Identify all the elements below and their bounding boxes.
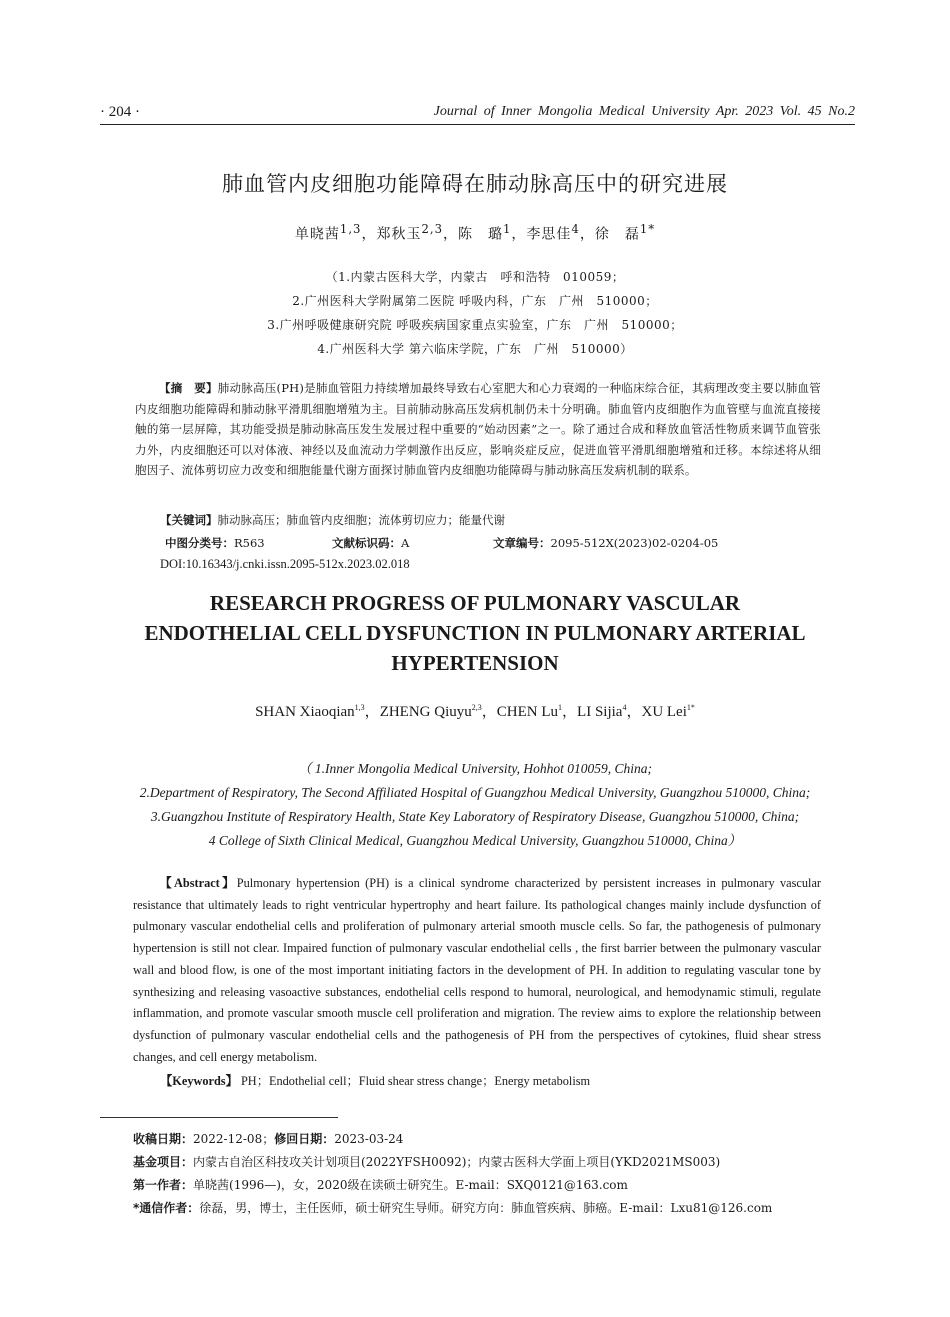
article-no-label: 文章编号： — [493, 536, 551, 550]
article-no-value: 2095-512X(2023)02-0204-05 — [550, 536, 719, 550]
chinese-affiliation-line: （1.内蒙古医科大学，内蒙古 呼和浩特 010059； — [325, 270, 625, 284]
journal-citation: Journal of Inner Mongolia Medical University Apr. 2023 Vol. 45 No.2 — [433, 104, 855, 119]
english-affiliations — [0, 757, 950, 853]
author-name: XU Lei — [641, 704, 687, 720]
note-label: *通信作者： — [133, 1201, 200, 1215]
note-text: 单晓茜(1996—)，女，2020级在读硕士研究生。E-mail：SXQ0121@163.com — [193, 1178, 628, 1192]
english-keywords — [160, 1071, 590, 1089]
corresponding-author-note — [133, 1197, 772, 1220]
english-author-list: SHAN Xiaoqian$^{1,3}$，ZHENG Qiuyu$^{2,3}$，CHEN Lu$^1$，LI Sijia$^4$，XU Lei$^{1*}$ — [255, 703, 695, 720]
author-affil-mark: 1 — [558, 703, 563, 712]
chinese-title: 肺血管内皮细胞功能障碍在肺动脉高压中的研究进展 — [222, 172, 728, 196]
document-code — [332, 535, 409, 551]
note-label: 修回日期： — [274, 1132, 335, 1146]
english-affiliation-line: 3.Guangzhou Institute of Respiratory Health, State Key Laboratory of Respiratory Disease, Guangzhou 510000, China; — [150, 809, 800, 824]
author-name: 单晓茜 — [294, 226, 340, 243]
english-title-line: ENDOTHELIAL CELL DYSFUNCTION IN PULMONARY ARTERIAL — [144, 621, 806, 645]
note-text: 徐磊，男，博士，主任医师，硕士研究生导师。研究方向：肺血管疾病、肺癌。E-mail：Lxu81@126.com — [199, 1201, 773, 1215]
doc-code-label: 文献标识码： — [332, 536, 401, 550]
chinese-affiliation-line: 2.广州医科大学附属第二医院 呼吸内科，广东 广州 510000； — [292, 294, 658, 308]
author-name: ZHENG Qiuyu — [379, 704, 472, 720]
footnotes — [133, 1128, 772, 1220]
author-affil-mark: 1,3 — [354, 703, 365, 712]
doc-code-value: A — [401, 536, 410, 550]
keywords-label: 【关键词】 — [160, 513, 218, 527]
page-number: · 204 · — [100, 104, 140, 120]
note-text: 2023-03-24 — [334, 1132, 404, 1146]
note-label: 第一作者： — [133, 1178, 194, 1192]
funding-note — [133, 1151, 772, 1174]
abstract-text: Pulmonary hypertension (PH) is a clinical syndrome characterized by persistent increases in pulmonary vascular resistance that ultimately leads to right ventricular hypertrophy and heart failure. Its pathological changes mainly include dysfunction of pulmonary vascular endothelial cells and proliferation of pulmonary arterial smooth muscle cells. So far, the pathogenesis of pulmonary hypertension is still not clear. Impaired function of pulmonary vascular endothelial cells , the first barrier between the pulmonary vascular wall and blood flow, is one of the most important initiating factors in the development of PH. In addition to regulating vascular tone by synthesizing and releasing vasoactive substances, endothelial cells respond to humoral, neurological, and hemodynamic stimuli, regulate inflammation, and promote vascular smooth muscle cell proliferation and migration. The review aims to explore the relationship between dysfunction of pulmonary vascular endothelial cells and the pathogenesis of PH from the perspectives of cytokines, fluid shear stress changes, and cell energy metabolism. — [133, 876, 821, 1064]
keywords-text: PH；Endothelial cell；Fluid shear stress change；Energy metabolism — [240, 1074, 591, 1088]
author-name: SHAN Xiaoqian — [255, 704, 355, 720]
english-abstract — [133, 873, 821, 1068]
author-name: 徐 磊 — [594, 226, 640, 243]
author-affil-mark: 1* — [639, 222, 656, 236]
english-title-line: HYPERTENSION — [391, 651, 559, 675]
note-label: 收稿日期： — [133, 1132, 194, 1146]
running-header — [100, 100, 855, 125]
author-affil-mark: 1 — [503, 222, 512, 236]
chinese-abstract — [135, 378, 821, 481]
english-affiliation-line: 2.Department of Respiratory, The Second Affiliated Hospital of Guangzhou Medical University, Guangzhou 510000, China; — [139, 785, 811, 800]
received-date-note — [133, 1128, 772, 1151]
author-name: 郑秋玉 — [376, 226, 422, 243]
author-affil-mark: 4 — [622, 703, 627, 712]
author-name: 李思佳 — [526, 226, 572, 243]
keywords-label: 【Keywords】 — [160, 1074, 238, 1088]
abstract-text: 肺动脉高压(PH)是肺血管阻力持续增加最终导致右心室肥大和心力衰竭的一种临床综合征，其病理改变主要以肺血管内皮细胞功能障碍和肺动脉平滑肌细胞增殖为主。目前肺动脉高压发病机制仍未十分明确。肺血管内皮细胞作为血管壁与血流直接接触的第一层屏障，其功能受损是肺动脉高压发生发展过程中重要的“始动因素”之一。除了通过合成和释放血管活性物质来调节血管张力外，内皮细胞还可以对体液、神经以及血流动力学刺激作出反应，影响炎症反应，促进血管平滑肌细胞增殖和迁移。本综述将从细胞因子、流体剪切应力改变和细胞能量代谢方面探讨肺血管内皮细胞功能障碍与肺动脉高压发病机制的联系。 — [135, 381, 821, 478]
clc-number — [165, 535, 265, 551]
author-affil-mark: 2,3 — [421, 222, 443, 236]
author-name: CHEN Lu — [496, 704, 559, 720]
doi: DOI:10.16343/j.cnki.issn.2095-512x.2023.02.018 — [160, 557, 410, 571]
english-affiliation-line: 4 College of Sixth Clinical Medical, Guangzhou Medical University, Guangzhou 510000, China） — [208, 833, 742, 848]
clc-value: R563 — [234, 536, 265, 550]
article-number — [493, 535, 718, 551]
abstract-label: 【摘 要】 — [159, 381, 218, 395]
english-title-line: RESEARCH PROGRESS OF PULMONARY VASCULAR — [209, 591, 741, 615]
author-affil-mark: 4 — [571, 222, 580, 236]
english-affiliation-line: （ 1.Inner Mongolia Medical University, Hohhot 010059, China; — [298, 761, 652, 776]
chinese-affiliation-line: 3.广州呼吸健康研究院 呼吸疾病国家重点实验室，广东 广州 510000； — [267, 318, 683, 332]
keywords-text: 肺动脉高压；肺血管内皮细胞；流体剪切应力；能量代谢 — [217, 513, 505, 527]
abstract-label: 【Abstract】 — [157, 876, 237, 890]
chinese-affiliation-line: 4.广州医科大学 第六临床学院，广东 广州 510000） — [317, 342, 633, 356]
note-label: 基金项目： — [133, 1155, 194, 1169]
note-text: 内蒙古自治区科技攻关计划项目(2022YFSH0092)；内蒙古医科大学面上项目(YKD2021MS003) — [193, 1155, 721, 1169]
author-affil-mark: 1,3 — [339, 222, 362, 236]
clc-label: 中图分类号： — [165, 536, 234, 550]
chinese-keywords — [160, 512, 505, 528]
note-text: 2022-12-08； — [193, 1132, 275, 1146]
first-author-note — [133, 1174, 772, 1197]
chinese-author-list: 单晓茜$^{1,3}$，郑秋玉$^{2,3}$，陈 璐$^1$，李思佳$^4$，徐 磊$^{1*}$ — [294, 222, 656, 243]
footnote-divider — [100, 1117, 338, 1118]
author-name: LI Sijia — [577, 704, 623, 720]
author-affil-mark: 2,3 — [471, 703, 482, 712]
author-name: 陈 璐 — [458, 226, 503, 243]
author-affil-mark: 1* — [686, 703, 695, 712]
english-title — [0, 588, 950, 678]
